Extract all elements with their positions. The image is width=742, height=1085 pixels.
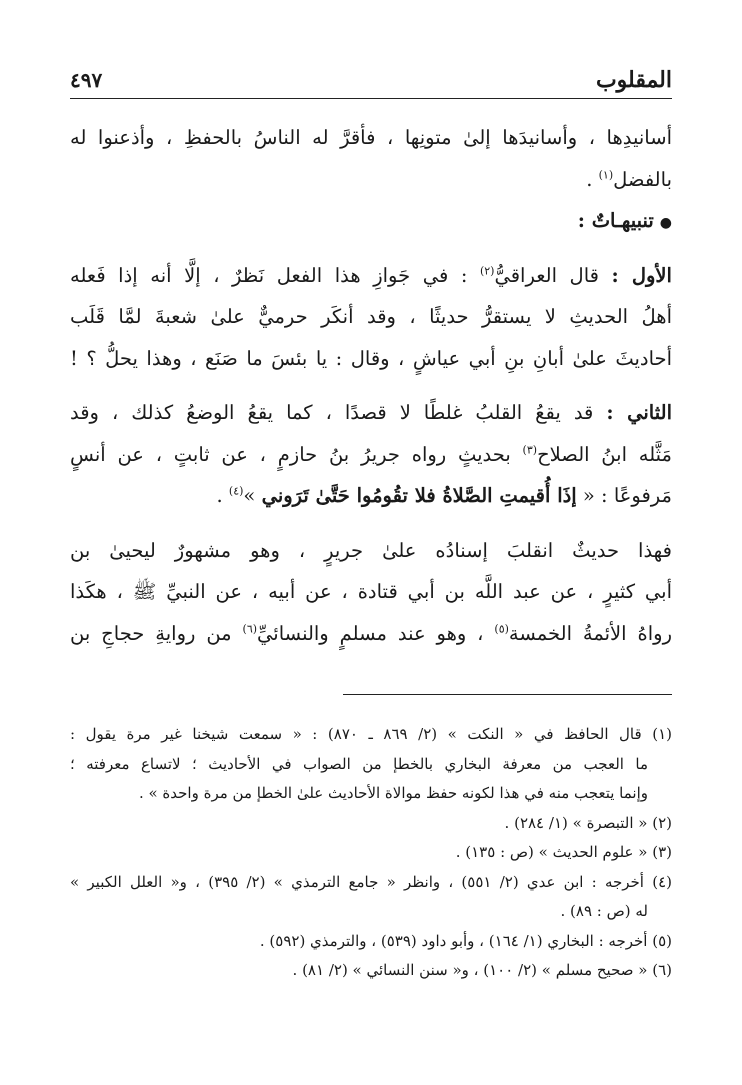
footnote-line: ما العجب من معرفة البخاري بالخطإ من الصواب في الأحاديث ؛ لاتساع معرفته ؛ <box>70 754 648 773</box>
footnote-line: (٣) « علوم الحديث » (ص : ١٣٥) . <box>455 843 672 861</box>
footnote-line: (٦) « صحيح مسلم » (٢/ ١٠٠) ، و« سنن النسائي » (٢/ ٨١) . <box>292 961 672 979</box>
text-span: » <box>243 484 262 507</box>
text-span: مَثَّله ابنُ الصلاح <box>537 442 672 466</box>
footnote-line: (٤) أخرجه : ابن عدي (٢/ ٥٥١) ، وانظر « جامع الترمذي » (٢/ ٣٩٥) ، و« العلل الكبير » <box>70 872 672 891</box>
paragraph-line <box>70 434 672 476</box>
paragraph-line <box>70 475 672 517</box>
section-title: تنبيهـاتٌ : <box>577 209 654 232</box>
paragraph-line: فهذا حديثٌ انقلبَ إسنادُه علىٰ جريرٍ ، وهو مشهورٌ ليحيىٰ بن <box>70 538 672 562</box>
paragraph-line: أهلُ الحديثِ لا يستقرُّ حديثًا ، وقد أنكَر حرميٌّ علىٰ شعبةَ لمَّا قَلَب <box>70 305 672 328</box>
footnote-divider <box>343 694 672 695</box>
text-span: بحديثٍ رواه جريرُ بنُ حازمٍ ، عن ثابتٍ ، عن أنسٍ <box>70 442 523 466</box>
paragraph-gap <box>70 379 672 392</box>
section-heading <box>70 200 672 242</box>
footnote-line: وإنما يتعجب منه في هذا لكونه حفظ موالاة الأحاديث علىٰ الخطإ من مرة واحدة » . <box>138 784 648 802</box>
paragraph-line <box>70 159 672 201</box>
footnote-line: له (ص : ٨٩) . <box>560 902 648 920</box>
text-span: بالفضل <box>613 167 672 191</box>
text-span: : في جَوازِ هذا الفعل نَظرٌ ، إلَّا أنه إذا فَعله <box>70 263 480 287</box>
book-page <box>70 0 672 1085</box>
bullet-icon: ● <box>659 215 672 231</box>
footnote-line: (١) قال الحافظ في « النكت » (٢/ ٨٦٩ ـ ٨٧٠) : « سمعت شيخنا غير مرة يقول : <box>70 725 672 743</box>
chapter-title: المقلوب <box>595 67 672 93</box>
footnote-ref: (٦) <box>242 622 258 635</box>
paragraph-line <box>70 255 672 297</box>
footnote-line: (٥) أخرجه : البخاري (١/ ١٦٤) ، وأبو داود (٥٣٩) ، والترمذي (٥٩٢) . <box>259 931 672 950</box>
paragraph-line: أسانيدِها ، وأسانيدَها إلىٰ متونِها ، فأقرَّ له الناسُ بالحفظِ ، وأذعنوا له <box>70 126 672 149</box>
paragraph-line: أحاديثَ علىٰ أبانِ بنِ أبي عياشٍ ، وقال : يا بئسَ ما صَنَع ، وهذا يحلُّ ؟ ! <box>70 346 672 370</box>
footnote-ref: (٢) <box>479 264 495 277</box>
footnote-line: (٢) « التبصرة » (١/ ٢٨٤) . <box>504 813 672 832</box>
hadith-text: إذَا أُقيمتِ الصَّلاةُ فلا تقُومُوا حَتَّىٰ تَرَوني <box>261 484 577 507</box>
text-span: قال العراقيُّ <box>494 263 612 287</box>
text-span: . <box>586 167 593 191</box>
footnote-ref: (١) <box>598 168 614 181</box>
text-span: ، وهو عند مسلمٍ والنسائيِّ <box>257 621 495 645</box>
main-text <box>70 117 672 654</box>
footnotes <box>70 720 672 986</box>
footnote-ref: (٣) <box>522 443 538 456</box>
footnote-ref: (٥) <box>494 622 509 635</box>
text-span: قد يقعُ القلبُ غلطًا لا قصدًا ، كما يقعُ الوضعُ كذلك ، وقد <box>70 401 607 424</box>
lead-word: الأول : <box>611 263 672 287</box>
paragraph-line: أبي كثيرٍ ، عن عبد اللَّه بن أبي قتادة ، عن أبيه ، عن النبيِّ ﷺ ، هكَذا <box>70 580 672 603</box>
footnote-ref: (٤) <box>228 484 244 498</box>
text-span: . <box>216 484 229 507</box>
text-span: رواهُ الأئمةُ الخمسة <box>508 621 672 645</box>
text-span: من روايةِ حجاجِ بن <box>70 621 243 645</box>
running-header <box>70 62 672 99</box>
paragraph-gap <box>70 242 672 255</box>
text-span: مَرفوعًا : « <box>576 484 672 507</box>
lead-word: الثاني : <box>606 401 672 424</box>
paragraph-line <box>70 392 672 434</box>
paragraph-line <box>70 613 672 655</box>
page-number: ٤٩٧ <box>70 68 103 92</box>
paragraph-gap <box>70 517 672 530</box>
